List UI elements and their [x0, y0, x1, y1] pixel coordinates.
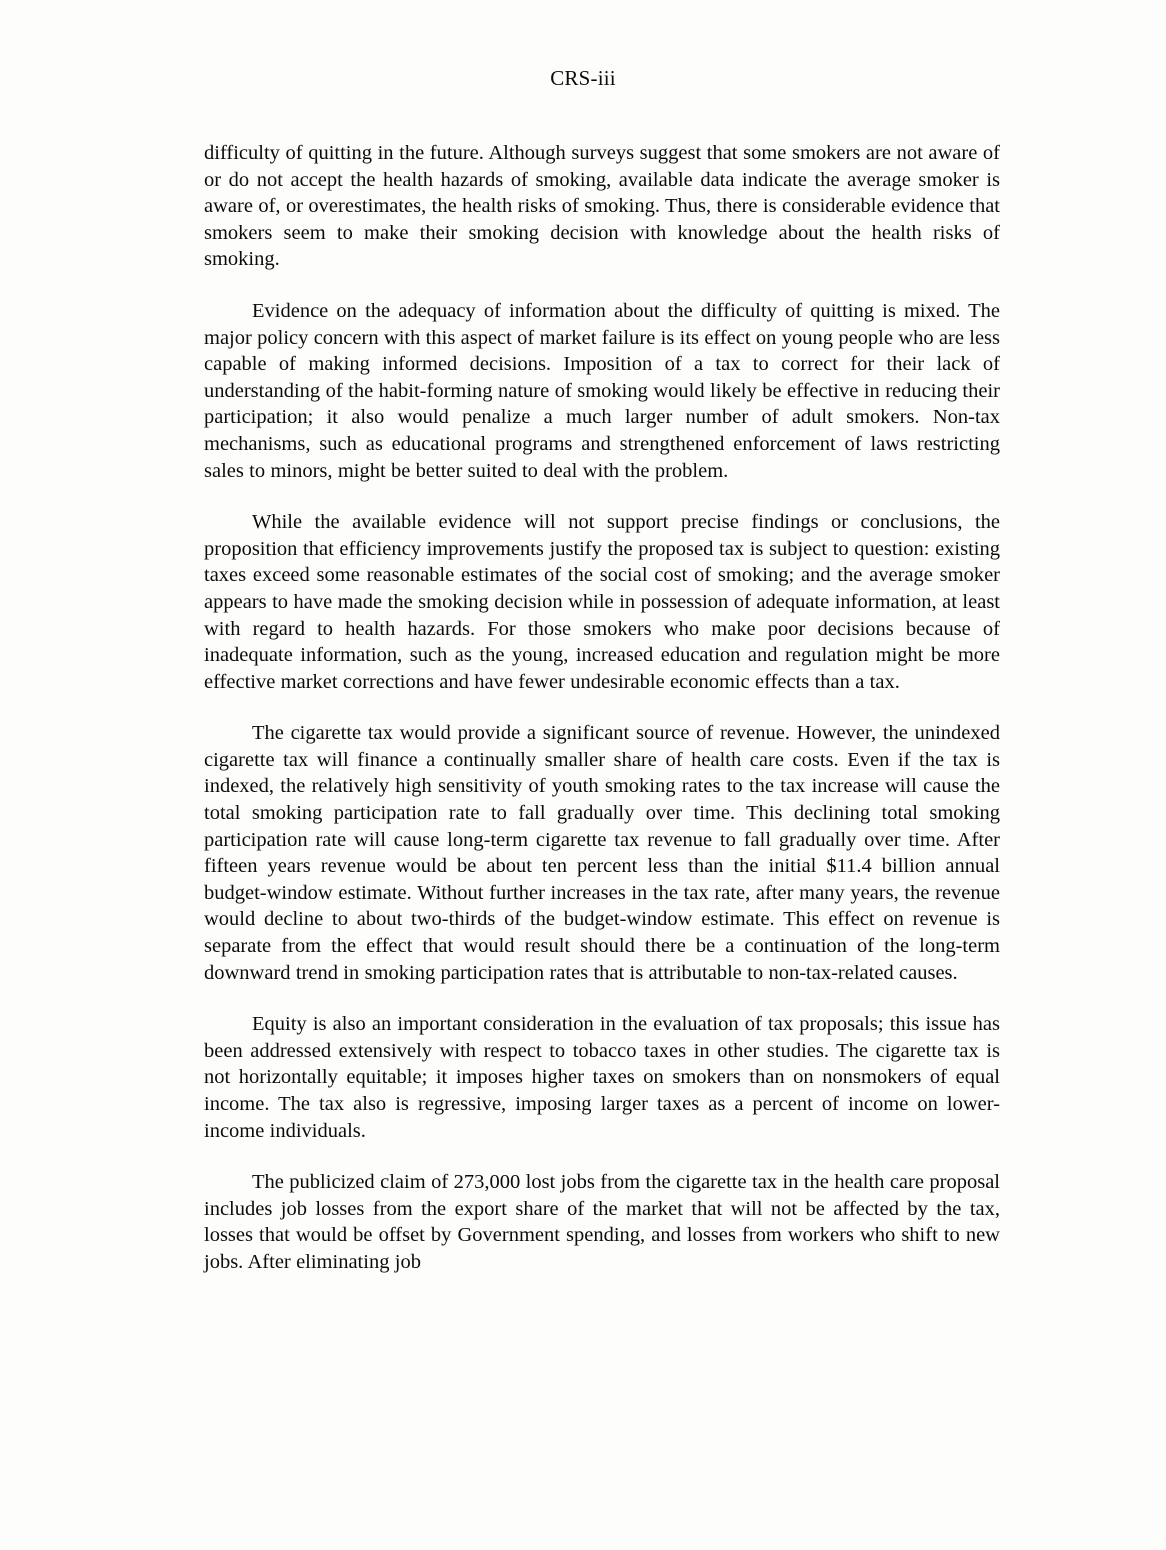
- paragraph: The publicized claim of 273,000 lost jobs from the cigarette tax in the health care proposal includes job losses from the export share of the market that will not be affected by the tax, losses that would be offset by Government spending, and losses from workers who shift to new jobs. After eliminating job: [204, 1171, 1000, 1273]
- paragraph: While the available evidence will not support precise findings or conclusions, the proposition that efficiency improvements justify the proposed tax is subject to question: existing taxes exceed some reasonable estimates of the social cost of smoking; and the average smoker appears to have made the smoking decision while in possession of adequate information, at least with regard to health hazards. For those smokers who make poor decisions because of inadequate information, such as the young, increased education and regulation might be more effective market corrections and have fewer undesirable economic effects than a tax.: [204, 511, 1000, 693]
- paragraph: The cigarette tax would provide a significant source of revenue. However, the unindexed cigarette tax will finance a continually smaller share of health care costs. Even if the tax is indexed, the relatively high sensitivity of youth smoking rates to the tax increase will cause the total smoking participation rate to fall gradually over time. This declining total smoking participation rate will cause long-term cigarette tax revenue to fall gradually over time. After fifteen years revenue would be about ten percent less than the initial $11.4 billion annual budget-window estimate. Without further increases in the tax rate, after many years, the revenue would decline to about two-thirds of the budget-window estimate. This effect on revenue is separate from the effect that would result should there be a continuation of the long-term downward trend in smoking participation rates that is attributable to non-tax-related causes.: [204, 722, 1000, 984]
- paragraph: difficulty of quitting in the future. Although surveys suggest that some smokers are not aware of or do not accept the health hazards of smoking, available data indicate the average smoker is aware of, or overestimates, the health risks of smoking. Thus, there is considerable evidence that smokers seem to make their smoking decision with knowledge about the health risks of smoking.: [204, 142, 1000, 271]
- document-body: [204, 140, 1000, 1276]
- paragraph: Equity is also an important consideration in the evaluation of tax proposals; this issue has been addressed extensively with respect to tobacco taxes in other studies. The cigarette tax is not horizontally equitable; it imposes higher taxes on smokers than on nonsmokers of equal income. The tax also is regressive, imposing larger taxes as a percent of income on lower-income individuals.: [204, 1013, 1000, 1142]
- page-header: CRS-iii: [550, 66, 616, 90]
- paragraph: Evidence on the adequacy of information about the difficulty of quitting is mixed. The major policy concern with this aspect of market failure is its effect on young people who are less capable of making informed decisions. Imposition of a tax to correct for their lack of understanding of the habit-forming nature of smoking would likely be effective in reducing their participation; it also would penalize a much larger number of adult smokers. Non-tax mechanisms, such as educational programs and strengthened enforcement of laws restricting sales to minors, might be better suited to deal with the problem.: [204, 299, 1001, 482]
